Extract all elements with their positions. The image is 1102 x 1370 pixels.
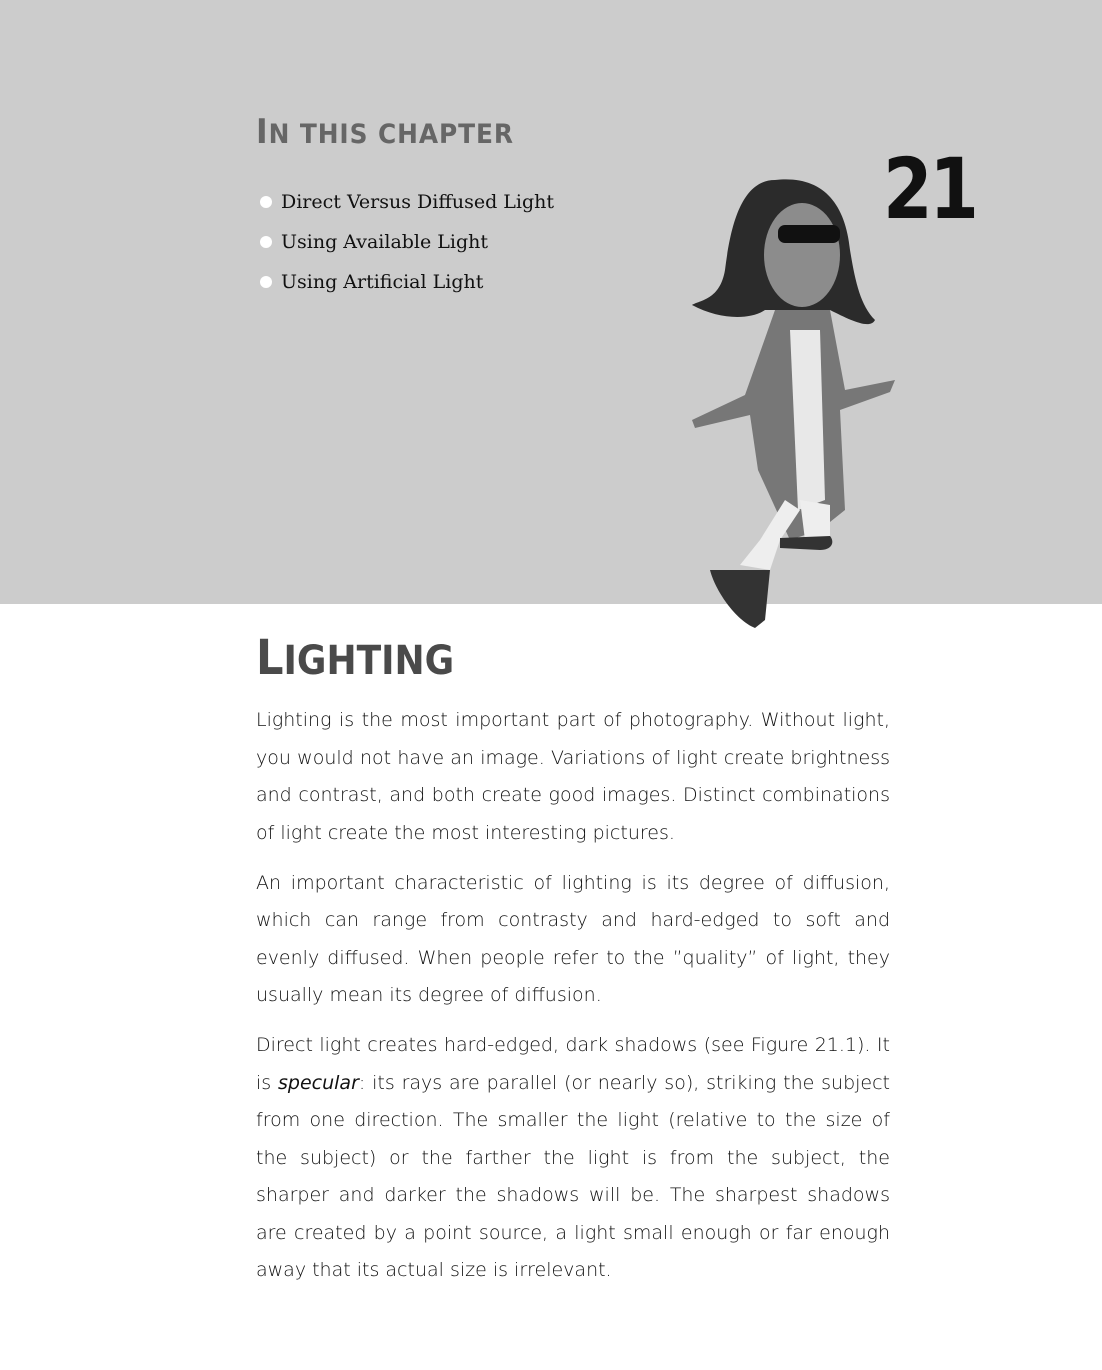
bullet-icon bbox=[260, 196, 272, 208]
list-item bbox=[260, 222, 554, 262]
title-rest: IGHTING bbox=[283, 638, 455, 684]
topic-label: Using Available Light bbox=[281, 231, 489, 253]
list-item bbox=[260, 262, 554, 302]
kicker-rest: N THIS CHAPTER bbox=[268, 119, 514, 150]
chapter-number: 21 bbox=[883, 140, 976, 238]
bullet-icon bbox=[260, 236, 272, 248]
paragraph-text: : its rays are parallel (or nearly so), striking the subject from one direction. The smaller the light (relative to the size of the subject) or the farther the light is from the subject, the sharper and darker the shadows will be. The sharpest shadows are created by a point source, a light small enough or far enough away that its actual size is irrelevant. bbox=[256, 1071, 890, 1281]
body-paragraph bbox=[256, 1027, 890, 1290]
kicker-initial: I bbox=[256, 112, 269, 152]
in-this-chapter-heading bbox=[256, 112, 514, 152]
paragraph-text: Direct light creates hard-edged, dark shadows (see Figure 21.1). It is bbox=[256, 1034, 890, 1094]
list-item bbox=[260, 182, 554, 222]
emphasized-term: specular bbox=[278, 1071, 359, 1094]
bullet-icon bbox=[260, 276, 272, 288]
chapter-title bbox=[256, 630, 454, 686]
chapter-header-band bbox=[0, 0, 1102, 604]
title-initial: L bbox=[256, 630, 284, 686]
chapter-illustration-figure bbox=[680, 170, 900, 630]
body-paragraph: Lighting is the most important part of photography. Without light, you would not have an image. Variations of light create brightness and contrast, and both create good images. Distinct combinations of light create the most interesting pictures. bbox=[256, 709, 890, 844]
chapter-topics-list bbox=[260, 182, 554, 302]
topic-label: Direct Versus Diffused Light bbox=[281, 191, 555, 213]
topic-label: Using Artificial Light bbox=[281, 271, 484, 293]
chapter-body bbox=[256, 702, 890, 1302]
body-paragraph: An important characteristic of lighting is its degree of diffusion, which can range from contrasty and hard-edged to soft and evenly diffused. When people refer to the ”quality” of light, they usually mean its degree of diffusion. bbox=[256, 871, 890, 1006]
